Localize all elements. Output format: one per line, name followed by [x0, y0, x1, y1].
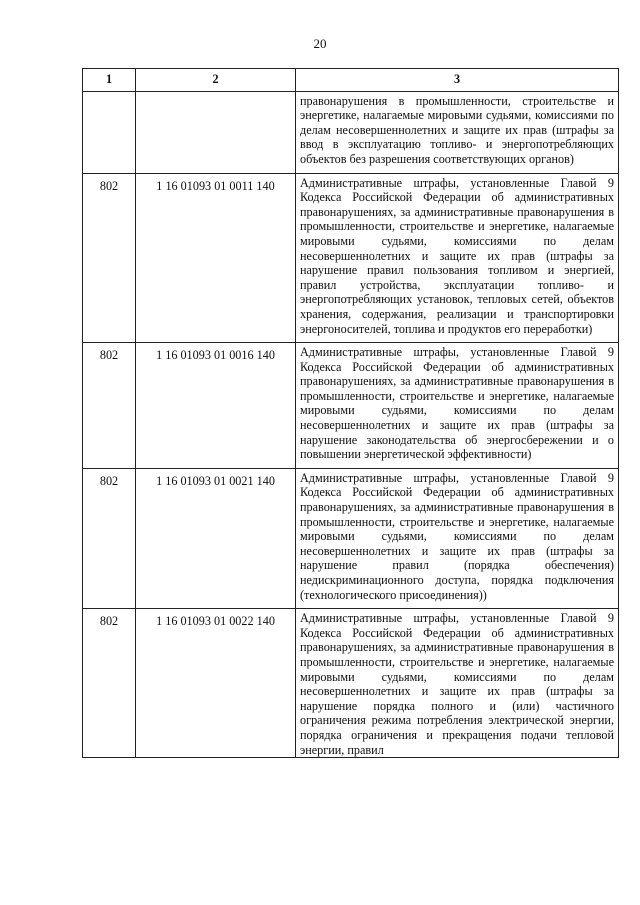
column-header-2: 2 [136, 69, 296, 92]
column-header-3: 3 [296, 69, 619, 92]
admin-code-cell [83, 91, 136, 173]
table-row [83, 91, 619, 173]
page-number: 20 [313, 36, 327, 51]
description-cell: Административные штрафы, установленные Главой 9 Кодекса Российской Федерации об административных правонарушениях, за административные правонарушения в промышленности, строительстве и энергетике, налагаемые мировыми судьями, комиссиями по делам несовершеннолетних и защите их прав (штрафы за нарушение законодательства об энергосбережении и о повышении энергетической эффективности) [296, 343, 619, 469]
budget-code-cell: 1 16 01093 01 0011 140 [136, 173, 296, 343]
description-cell: Административные штрафы, установленные Главой 9 Кодекса Российской Федерации об административных правонарушениях, за административные правонарушения в промышленности, строительстве и энергетике, налагаемые мировыми судьями, комиссиями по делам несовершеннолетних и защите их прав (штрафы за нарушение правил пользования топливом и энергией, правил устройства, эксплуатации топливо- и энергопотребляющих установок, тепловых сетей, объектов хранения, содержания, реализации и транспортировки энергоносителей, топлива и продуктов его переработки) [296, 173, 619, 343]
table-row [83, 173, 619, 343]
budget-code-cell: 1 16 01093 01 0021 140 [136, 468, 296, 608]
description-cell: правонарушения в промышленности, строительстве и энергетике, налагаемые мировыми судьями, комиссиями по делам несовершеннолетних и защите их прав (штрафы за ввод в эксплуатацию топливо- и энергопотребляющих объектов без разрешения соответствующих органов) [296, 91, 619, 173]
description-cell: Административные штрафы, установленные Главой 9 Кодекса Российской Федерации об административных правонарушениях, за административные правонарушения в промышленности, строительстве и энергетике, налагаемые мировыми судьями, комиссиями по делам несовершеннолетних и защите их прав (штрафы за нарушение правил (порядка обеспечения) недискриминационного доступа, порядка подключения (технологического присоединения)) [296, 468, 619, 608]
table-header-row [83, 69, 619, 92]
budget-codes-table [82, 68, 619, 758]
table-row [83, 343, 619, 469]
table-row [83, 468, 619, 608]
admin-code-cell: 802 [83, 173, 136, 343]
budget-code-cell: 1 16 01093 01 0022 140 [136, 609, 296, 758]
budget-code-cell [136, 91, 296, 173]
description-cell: Административные штрафы, установленные Главой 9 Кодекса Российской Федерации об административных правонарушениях, за административные правонарушения в промышленности, строительстве и энергетике, налагаемые мировыми судьями, комиссиями по делам несовершеннолетних и защите их прав (штрафы за нарушение порядка полного и (или) частичного ограничения режима потребления электрической энергии, порядка ограничения и прекращения подачи тепловой энергии, правил [296, 609, 619, 758]
admin-code-cell: 802 [83, 609, 136, 758]
admin-code-cell: 802 [83, 468, 136, 608]
table-row [83, 609, 619, 758]
budget-code-cell: 1 16 01093 01 0016 140 [136, 343, 296, 469]
column-header-1: 1 [83, 69, 136, 92]
admin-code-cell: 802 [83, 343, 136, 469]
